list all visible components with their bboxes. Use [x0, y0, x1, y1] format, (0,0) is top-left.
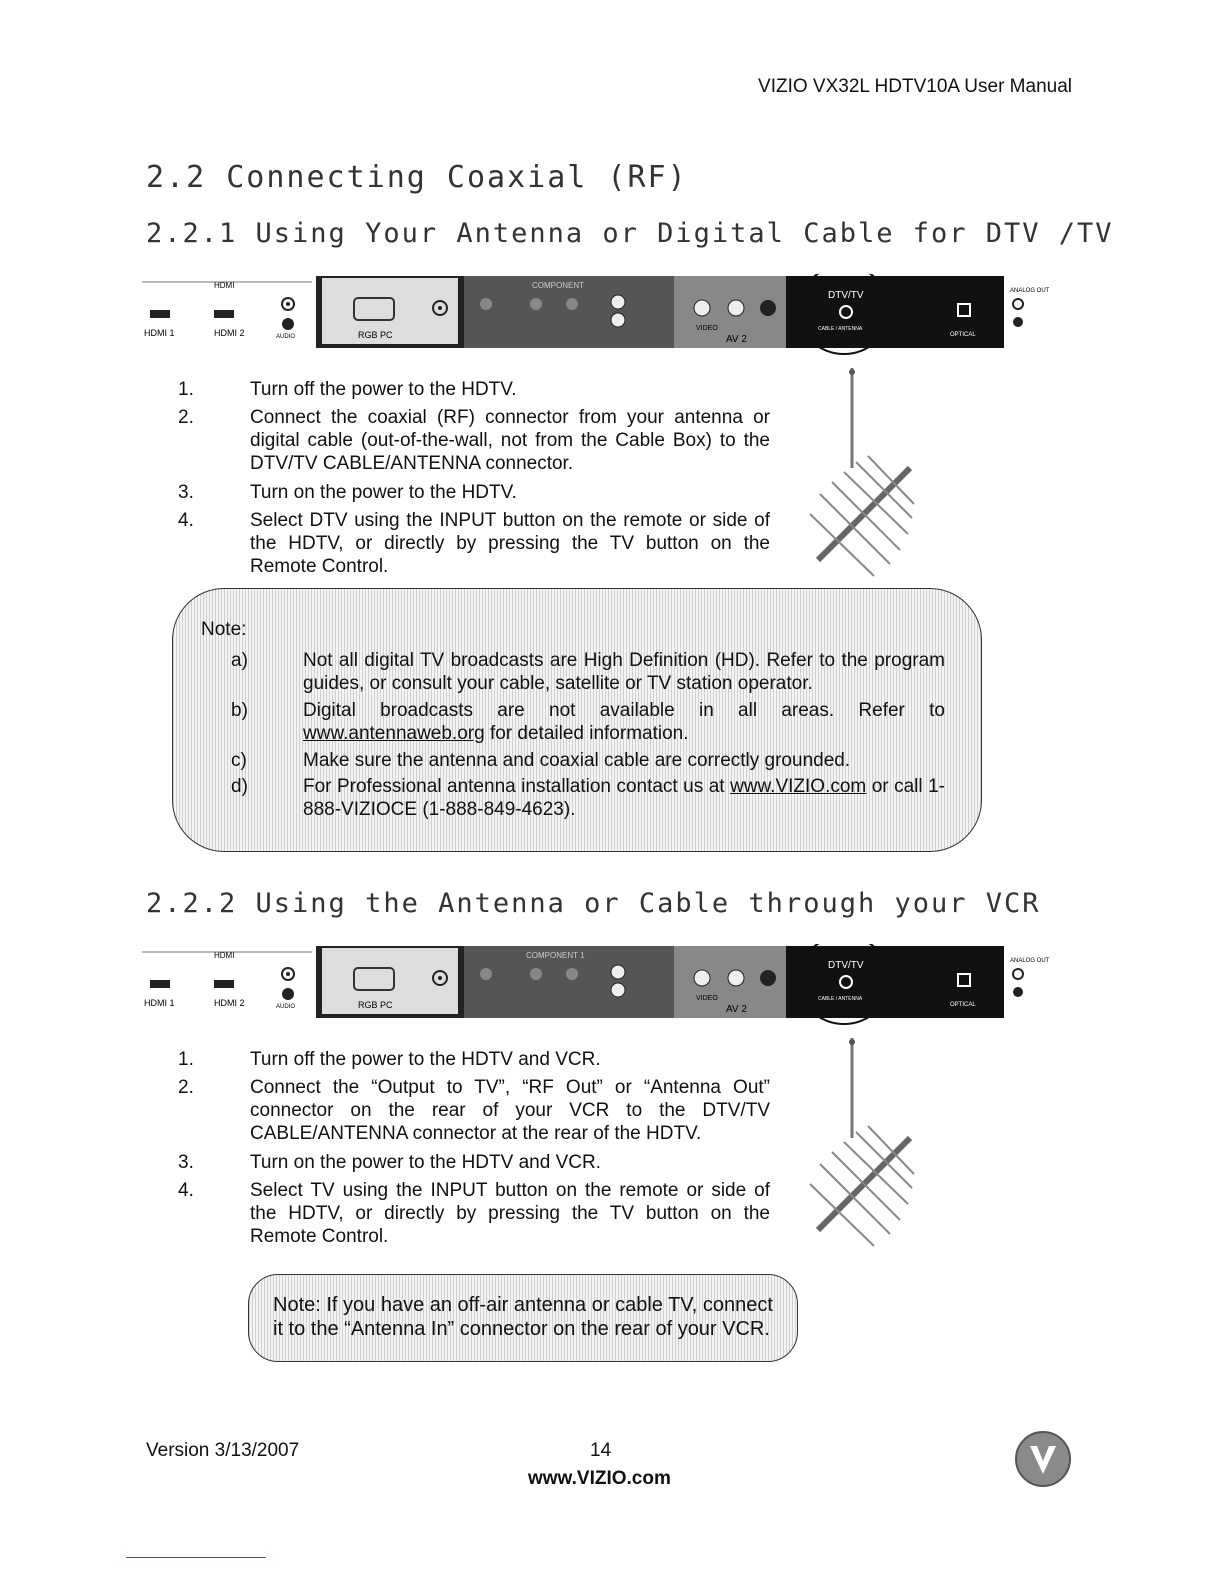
- note-item-b: [173, 699, 981, 747]
- step-number: 1.: [178, 1049, 194, 1070]
- step-number: 1.: [178, 379, 194, 400]
- step-number: 3.: [178, 1152, 194, 1173]
- note-item-key: c): [231, 750, 247, 771]
- note-item-c: [173, 749, 981, 773]
- page-number: 14: [590, 1440, 612, 1461]
- video-label-1: VIDEO: [696, 325, 718, 332]
- optical-label-1: OPTICAL: [950, 332, 976, 338]
- antenna-icon: [790, 364, 920, 584]
- analog-out-label-2: ANALOG OUT: [1010, 958, 1050, 964]
- footer-version: Version 3/13/2007: [146, 1440, 300, 1461]
- hdmi-label: HDMI: [214, 951, 235, 960]
- hdmi-label: HDMI: [214, 281, 235, 290]
- vizio-link[interactable]: www.VIZIO.com: [730, 776, 867, 797]
- hdmi1-label: HDMI 1: [144, 998, 175, 1008]
- av2-label-2: AV 2: [726, 1004, 747, 1015]
- step-text: Turn on the power to the HDTV.: [250, 482, 517, 503]
- audio-label-1: AUDIO: [276, 334, 296, 340]
- note-text-pre: For Professional antenna installation contact us at: [303, 776, 731, 797]
- subsection-title-2: 2.2.2 Using the Antenna or Cable through your VCR: [146, 888, 1041, 919]
- note-item-key: b): [231, 700, 248, 721]
- component1-label: COMPONENT 1: [526, 951, 585, 960]
- step-number: 2.: [178, 407, 194, 428]
- footer-url-link[interactable]: www.VIZIO.com: [528, 1468, 671, 1489]
- step-text: Turn on the power to the HDTV and VCR.: [250, 1152, 601, 1173]
- step-text: Select DTV using the INPUT button on the remote or side of the HDTV, or directly by pressing the TV button on the Remote Control.: [250, 510, 770, 577]
- optical-label-2: OPTICAL: [950, 1002, 976, 1008]
- note-text: Note: If you have an off-air antenna or cable TV, connect it to the “Antenna In” connector on the rear of your VCR.: [273, 1294, 773, 1340]
- note-item-text: [303, 699, 945, 745]
- step-text: Turn off the power to the HDTV and VCR.: [250, 1049, 601, 1070]
- av2-label-1: AV 2: [726, 334, 747, 345]
- step-number: 4.: [178, 1180, 194, 1201]
- note-item-d: [173, 775, 981, 823]
- note-item-key: d): [231, 776, 248, 797]
- note-text-post: or call 1-888-VIZIOCE (1-888-849-4623).: [303, 776, 945, 820]
- note-box-1: [172, 588, 982, 852]
- note-item-text: Not all digital TV broadcasts are High Definition (HD). Refer to the program guides, or consult your cable, satellite or TV station operator.: [303, 650, 945, 694]
- rear-panel-diagram-1: [142, 274, 1068, 362]
- header-title: VIZIO VX32L HDTV10A User Manual: [758, 76, 1072, 97]
- step-4: [178, 1179, 778, 1251]
- vizio-logo-icon: [1014, 1430, 1072, 1488]
- step-1: [178, 1048, 778, 1072]
- step-text: Connect the coaxial (RF) connector from your antenna or digital cable (out-of-the-wall, not from the Cable Box) to the DTV/TV CABLE/ANTENNA connector.: [250, 407, 770, 474]
- note-item-text: Make sure the antenna and coaxial cable are correctly grounded.: [303, 750, 851, 771]
- step-4: [178, 509, 778, 581]
- step-3: [178, 481, 778, 505]
- analog-out-label-1: ANALOG OUT: [1010, 288, 1050, 294]
- step-2: [178, 406, 778, 478]
- note-item-key: a): [231, 650, 248, 671]
- dtvtv-label-1: DTV/TV: [828, 290, 864, 301]
- note-item-text: [303, 775, 945, 821]
- footer-divider: [126, 1557, 266, 1558]
- rgbpc-label-1: RGB PC: [358, 330, 393, 340]
- audio-label-2: AUDIO: [276, 1004, 296, 1010]
- hdmi2-label: HDMI 2: [214, 998, 245, 1008]
- cable-antenna-label-1: CABLE / ANTENNA: [818, 326, 863, 332]
- step-1: [178, 378, 778, 402]
- note-box-2: [248, 1274, 798, 1362]
- rgbpc-label-2: RGB PC: [358, 1000, 393, 1010]
- video-label-2: VIDEO: [696, 995, 718, 1002]
- hdmi2-label: HDMI 2: [214, 328, 245, 338]
- note-text-pre: Digital broadcasts are not available in all areas. Refer to: [303, 700, 945, 721]
- step-number: 2.: [178, 1077, 194, 1098]
- step-number: 3.: [178, 482, 194, 503]
- section-title: 2.2 Connecting Coaxial (RF): [146, 160, 688, 195]
- step-text: Turn off the power to the HDTV.: [250, 379, 517, 400]
- note-item-a: [173, 649, 981, 697]
- hdmi1-label: HDMI 1: [144, 328, 175, 338]
- cable-antenna-label-2: CABLE / ANTENNA: [818, 996, 863, 1002]
- note-label: Note:: [201, 619, 247, 640]
- rear-panel-diagram-2: [142, 944, 1068, 1032]
- note-text-post: for detailed information.: [484, 723, 689, 744]
- step-2: [178, 1076, 778, 1148]
- antennaweb-link[interactable]: www.antennaweb.org: [303, 723, 485, 744]
- step-number: 4.: [178, 510, 194, 531]
- dtvtv-label-2: DTV/TV: [828, 960, 864, 971]
- antenna-icon: [790, 1034, 920, 1254]
- step-text: Connect the “Output to TV”, “RF Out” or “Antenna Out” connector on the rear of your VCR to the DTV/TV CABLE/ANTENNA connector at the rear of the HDTV.: [250, 1077, 770, 1144]
- step-text: Select TV using the INPUT button on the remote or side of the HDTV, or directly by pressing the TV button on the Remote Control.: [250, 1180, 770, 1247]
- subsection-title-1: 2.2.1 Using Your Antenna or Digital Cable for DTV /TV: [146, 218, 1114, 249]
- component-label: COMPONENT: [532, 281, 584, 290]
- step-3: [178, 1151, 778, 1175]
